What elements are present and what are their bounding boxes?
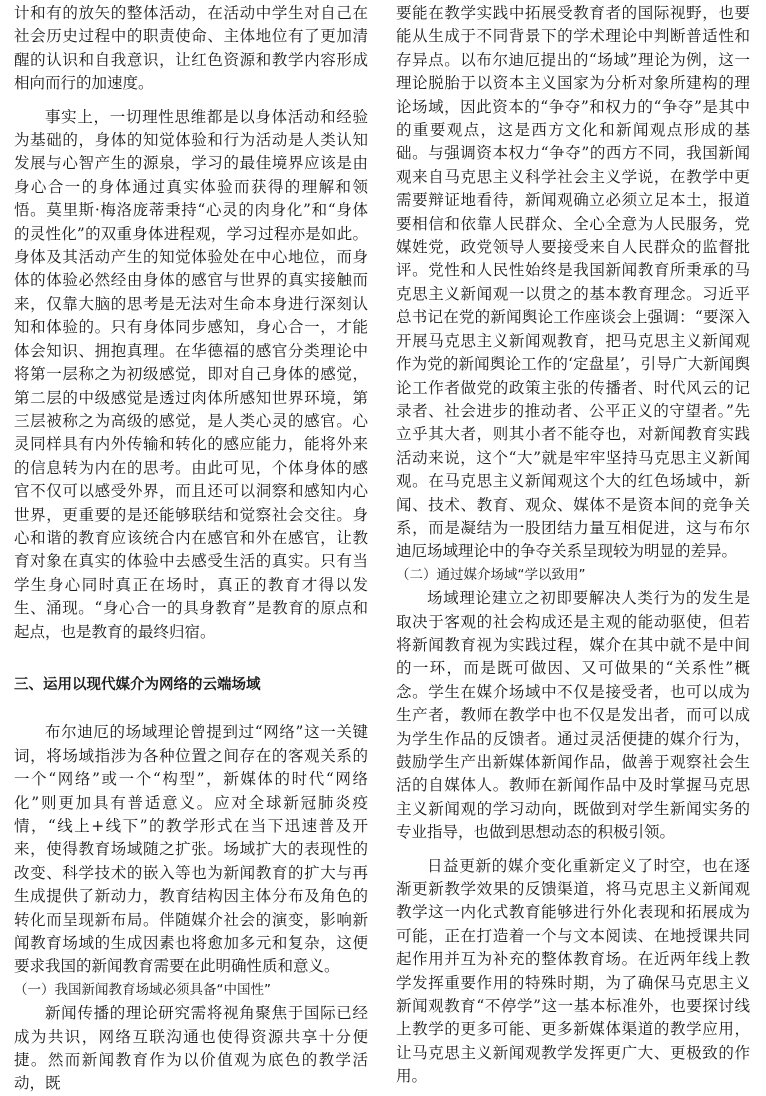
paragraph: 事实上，一切理性思维都是以身体活动和经验为基础的，身体的知觉体验和行为活动是人类认知发展与心智产生的源泉，学习的最佳境界应该是由身心合一的身体通过真实体验而获得的理解和领悟。莫里斯·梅洛庞蒂秉持“心灵的肉身化”和“身体的灵性化”的双重身体进程观，学习过程亦是如此。身体及其活动产生的知觉体验处在中心地位，而身体的体验必然经由身体的感官与世界的真实接触而来，仅靠大脑的思考是无法对生命本身进行深刻认知和体验的。只有身体同步感知，身心合一，才能体会知识、拥抱真理。在华德福的感官分类理论中将第一层称之为初级感觉，即对自己身体的感觉，第二层的中级感觉是透过肉体所感知世界环境，第三层被称之为高级的感觉，是人类心灵的感官。心灵同样具有内外传输和转化的感应能力，能将外来的信息转为内在的思考。由此可见，个体身体的感官不仅可以感受外界，而且还可以洞察和感知内心世界，更重要的是还能够联结和觉察社会交往。身心和谐的教育应该统合内在感官和外在感官，让教育对象在真实的体验中去感受生活的真实。只有当学生身心同时真正在场时，真正的教育才得以发生、涌现。“身心合一的具身教育”是教育的原点和起点，也是教育的最终归宿。 xyxy=(14,107,368,641)
left-column xyxy=(14,2,368,1093)
paragraph: 场域理论建立之初即要解决人类行为的发生是取决于客观的社会构成还是主观的能动驱使，但若将新闻教育视为实践过程，媒介在其中就不是中间的一环，而是既可做因、又可做果的“关系性”概念。学生在媒介场域中不仅是接受者，也可以成为生产者，教师在教学中也不仅是发出者，而可以成为学生作品的反馈者。通过灵活便捷的媒介行为，鼓励学生产出新媒体新闻作品，做善于观察社会生活的自媒体人。教师在新闻作品中及时掌握马克思主义新闻观的学习动向，既做到对学生新闻实务的专业指导，也做到思想动态的积极引领。 xyxy=(396,589,750,842)
subsection-heading: （一）我国新闻教育场域必须具备“中国性” xyxy=(14,981,271,998)
paragraph: 计和有的放矢的整体活动，在活动中学生对自己在社会历史过程中的职责使命、主体地位有了更加清醒的认识和自我意识，让红色资源和教学内容形成相向而行的加速度。 xyxy=(14,4,368,93)
paragraph: 布尔迪厄的场域理论曾提到过“网络”这一关键词，将场域指涉为各种位置之间存在的客观关系的一个“网络”或一个“构型”，新媒体的时代“网络化”则更加具有普适意义。应对全球新冠肺炎疫情，“线上+线下”的教学形式在当下迅速普及开来，使得教育场域随之扩张。场域扩大的表现性的改变、科学技术的嵌入等也为新闻教育的扩大与再生成提供了新动力，教育结构因主体分布及角色的转化而呈现新布局。伴随媒介社会的演变，影响新闻教育场域的生成因素也将愈加多元和复杂，这便要求我国的新闻教育需要在此明确性质和意义。 xyxy=(14,723,368,976)
right-column xyxy=(396,2,750,1086)
section-heading: 三、运用以现代媒介为网络的云端场域 xyxy=(14,676,261,693)
paragraph: 新闻传播的理论研究需将视角聚焦于国际已经成为共识，网络互联沟通也使得资源共享十分便捷。然而新闻教育作为以价值观为底色的教学活动，既 xyxy=(14,1004,368,1093)
subsection-heading: （二）通过媒介场域“学以致用” xyxy=(396,566,586,583)
paragraph: 要能在教学实践中拓展受教育者的国际视野，也要能从生成于不同背景下的学术理论中判断普适性和存异点。以布尔迪厄提出的“场域”理论为例，这一理论脱胎于以资本主义国家为分析对象所建构的理论场域，因此资本的“争夺”和权力的“争夺”是其中的重要观点，这是西方文化和新闻观点形成的基础。与强调资本权力“争夺”的西方不同，我国新闻观来自马克思主义科学社会主义学说，在教学中更需要辩证地看待，新闻观确立必须立足本土，报道要相信和依靠人民群众、全心全意为人民服务，党媒姓党，政党领导人要接受来自人民群众的监督批评。党性和人民性始终是我国新闻教育所秉承的马克思主义新闻观一以贯之的基本教育理念。习近平总书记在党的新闻舆论工作座谈会上强调：“要深入开展马克思主义新闻观教育，把马克思主义新闻观作为党的新闻舆论工作的‘定盘星’，引导广大新闻舆论工作者做党的政策主张的传播者、时代风云的记录者、社会进步的推动者、公平正义的守望者。”先立乎其大者，则其小者不能夺也，对新闻教育实践活动来说，这个“大”就是牢牢坚持马克思主义新闻观。在马克思主义新闻观这个大的红色场域中，新闻、技术、教育、观众、媒体不是资本间的竞争关系，而是凝结为一股团结力量互相促进，这与布尔迪厄场域理论中的争夺关系呈现较为明显的差异。 xyxy=(396,4,750,561)
paragraph: 日益更新的媒介变化重新定义了时空，也在逐渐更新教学效果的反馈渠道，将马克思主义新闻观教学这一内化式教育能够进行外化表现和拓展成为可能，正在打造着一个与文本阅读、在地授课共同起作用并互为补充的整体教育场。在近两年线上教学发挥重要作用的特殊时期，为了确保马克思主义新闻观教育“不停学”这一基本标准外，也要探讨线上教学的更多可能、更多新媒体渠道的教学应用，让马克思主义新闻观教学发挥更广大、更极致的作用。 xyxy=(396,856,750,1086)
